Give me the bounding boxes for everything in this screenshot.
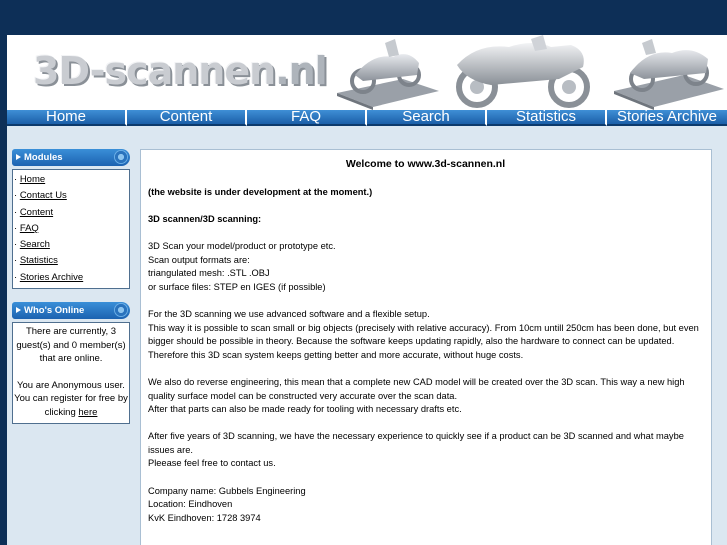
- text-line: We also do reverse engineering, this mean that a complete new CAD model will be created over the 3D scan. This way a new high quality surface model can be constructed very accurate over the scan data.: [148, 376, 685, 401]
- paragraph-experience: [148, 430, 703, 471]
- whos-online-title-text: Who's Online: [24, 305, 85, 317]
- page-title: Welcome to www.3d-scannen.nl: [345, 158, 506, 170]
- nav-search[interactable]: Search: [367, 110, 487, 126]
- menu-item: · Stories Archive: [14, 271, 84, 283]
- logo-main-text: 3D-scannen: [33, 49, 276, 93]
- text-line: Therefore this 3D scan system keeps getting better and more accurate, without huge costs.: [148, 349, 524, 360]
- menu-link-contact-us[interactable]: Contact Us: [19, 190, 67, 202]
- company-name: Company name: Gubbels Engineering: [148, 485, 306, 496]
- nav-content[interactable]: Content: [127, 110, 247, 126]
- menu-link-content[interactable]: Content: [19, 206, 54, 218]
- menu-item: · Home: [14, 174, 46, 185]
- text-line: triangulated mesh: .STL .OBJ: [148, 268, 270, 279]
- menu-link-stories-archive[interactable]: Stories Archive: [19, 271, 84, 283]
- logo-suffix-text: .nl: [275, 49, 327, 93]
- menu-link-faq[interactable]: FAQ: [19, 222, 39, 234]
- text-line: Pleease feel free to contact us.: [148, 458, 276, 469]
- text-line: Scan output formats are:: [148, 254, 250, 265]
- text-line: 3D Scan your model/product or prototype etc.: [148, 240, 336, 251]
- motorcycle-model-image-3: [612, 35, 727, 110]
- menu-item: · FAQ: [14, 222, 39, 234]
- menu-link-statistics[interactable]: Statistics: [19, 255, 58, 267]
- nav-statistics[interactable]: Statistics: [487, 110, 607, 126]
- text-line: After that parts can also be made ready for tooling with necessary drafts etc.: [148, 404, 462, 415]
- menu-item: · Statistics: [14, 255, 58, 267]
- gear-icon: [114, 303, 128, 317]
- text-line: After five years of 3D scanning, we have the necessary experience to quickly see if a product can be 3D scanned and what maybe issues are.: [148, 431, 684, 455]
- site-header: [7, 35, 727, 110]
- nav-stories-archive[interactable]: Stories Archive: [607, 110, 727, 126]
- section-heading: 3D scannen/3D scanning:: [148, 213, 262, 224]
- text-line: This way it is possible to scan small or big objects (precisely with relative accuracy). From 10cm untill 250cm has been done, but even bigger should be possible in theory. Because the software keeps updating rapidly, also the hardware to connect can be updated.: [148, 322, 699, 347]
- paragraph-software: [148, 308, 703, 362]
- online-count-text: There are currently, 3 guest(s) and 0 member(s) that are online.: [16, 326, 126, 365]
- menu-item: · Search: [14, 239, 50, 251]
- paragraph-company-info: [148, 485, 703, 526]
- register-here-link[interactable]: here: [78, 406, 98, 418]
- gear-icon: [114, 150, 128, 164]
- motorcycle-model-image-1: [333, 35, 443, 110]
- menu-link-home[interactable]: Home: [19, 174, 46, 185]
- motorcycle-model-image-2: [447, 35, 597, 110]
- development-notice: (the website is under development at the moment.): [148, 186, 373, 197]
- sidebar: [12, 149, 130, 424]
- company-kvk: KvK Eindhoven: 1728 3974: [148, 512, 261, 523]
- modules-block-title: [12, 149, 130, 166]
- whos-online-box: [12, 322, 130, 424]
- main-content: [140, 149, 712, 545]
- modules-menu: [12, 169, 130, 289]
- site-logo[interactable]: [33, 49, 327, 93]
- page: [7, 35, 727, 545]
- paragraph-reverse-engineering: [148, 376, 703, 417]
- text-line: or surface files: STEP en IGES (if possible): [148, 281, 326, 292]
- menu-item: · Content: [14, 206, 54, 218]
- register-prompt-text: You are Anonymous user. You can register for free by clicking: [14, 379, 128, 418]
- nav-home[interactable]: Home: [7, 110, 127, 126]
- nav-faq[interactable]: FAQ: [247, 110, 367, 126]
- menu-item: · Contact Us: [14, 190, 67, 202]
- modules-title-text: Modules: [24, 152, 63, 163]
- paragraph-formats: [148, 240, 703, 294]
- whos-online-block-title: [12, 302, 130, 319]
- anonymous-user-text: [14, 379, 128, 420]
- main-nav: [7, 110, 727, 126]
- menu-link-search[interactable]: Search: [19, 239, 50, 251]
- company-location: Location: Eindhoven: [148, 499, 233, 510]
- text-line: For the 3D scanning we use advanced software and a flexible setup.: [148, 308, 430, 319]
